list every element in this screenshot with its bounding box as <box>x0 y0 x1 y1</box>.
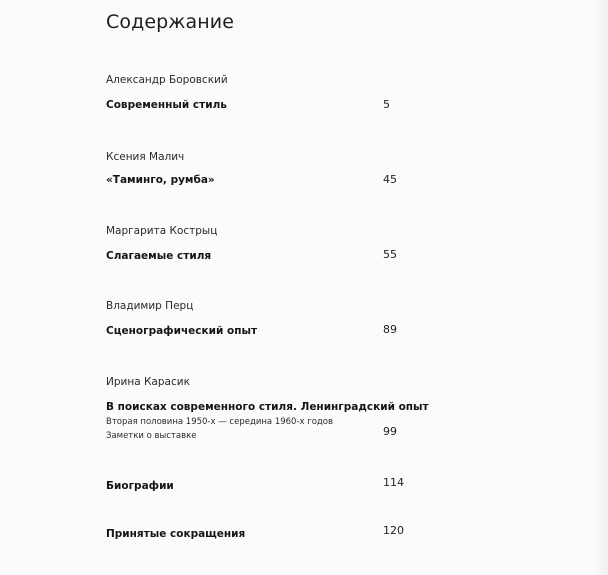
toc-entry-page-number[interactable]: 45 <box>383 173 397 186</box>
toc-entry-subtitle: Заметки о выставке <box>106 431 197 441</box>
toc-entry-title[interactable]: Слагаемые стиля <box>106 250 212 262</box>
toc-entry-page-number[interactable]: 99 <box>383 425 397 438</box>
toc-entry-author: Владимир Перц <box>106 300 194 312</box>
toc-entry-subtitle: Вторая половина 1950-х — середина 1960-х годов <box>106 417 334 427</box>
toc-entry-title[interactable]: «Таминго, румба» <box>106 174 215 186</box>
toc-entry-page-number[interactable]: 55 <box>383 248 397 261</box>
toc-entry-author: Ксения Малич <box>106 151 185 163</box>
toc-entry-page-number[interactable]: 89 <box>383 323 397 336</box>
toc-entry-page-number[interactable]: 5 <box>383 98 390 111</box>
toc-entry-title[interactable]: В поисках современного стиля. Ленинградский опыт <box>106 401 429 413</box>
toc-entry-title[interactable]: Принятые сокращения <box>106 528 246 540</box>
page-fold-shadow <box>594 0 608 575</box>
toc-entry-author: Ирина Карасик <box>106 376 190 388</box>
toc-entry-author: Маргарита Кострыц <box>106 225 218 237</box>
toc-entry-page-number[interactable]: 114 <box>383 476 404 489</box>
toc-entry-page-number[interactable]: 120 <box>383 524 404 537</box>
toc-entry-title[interactable]: Биографии <box>106 480 174 492</box>
toc-entry-title[interactable]: Сценографический опыт <box>106 325 258 337</box>
toc-entry-author: Александр Боровский <box>106 74 228 86</box>
page-title: Содержание <box>106 11 234 33</box>
toc-entry-title[interactable]: Современный стиль <box>106 99 227 111</box>
